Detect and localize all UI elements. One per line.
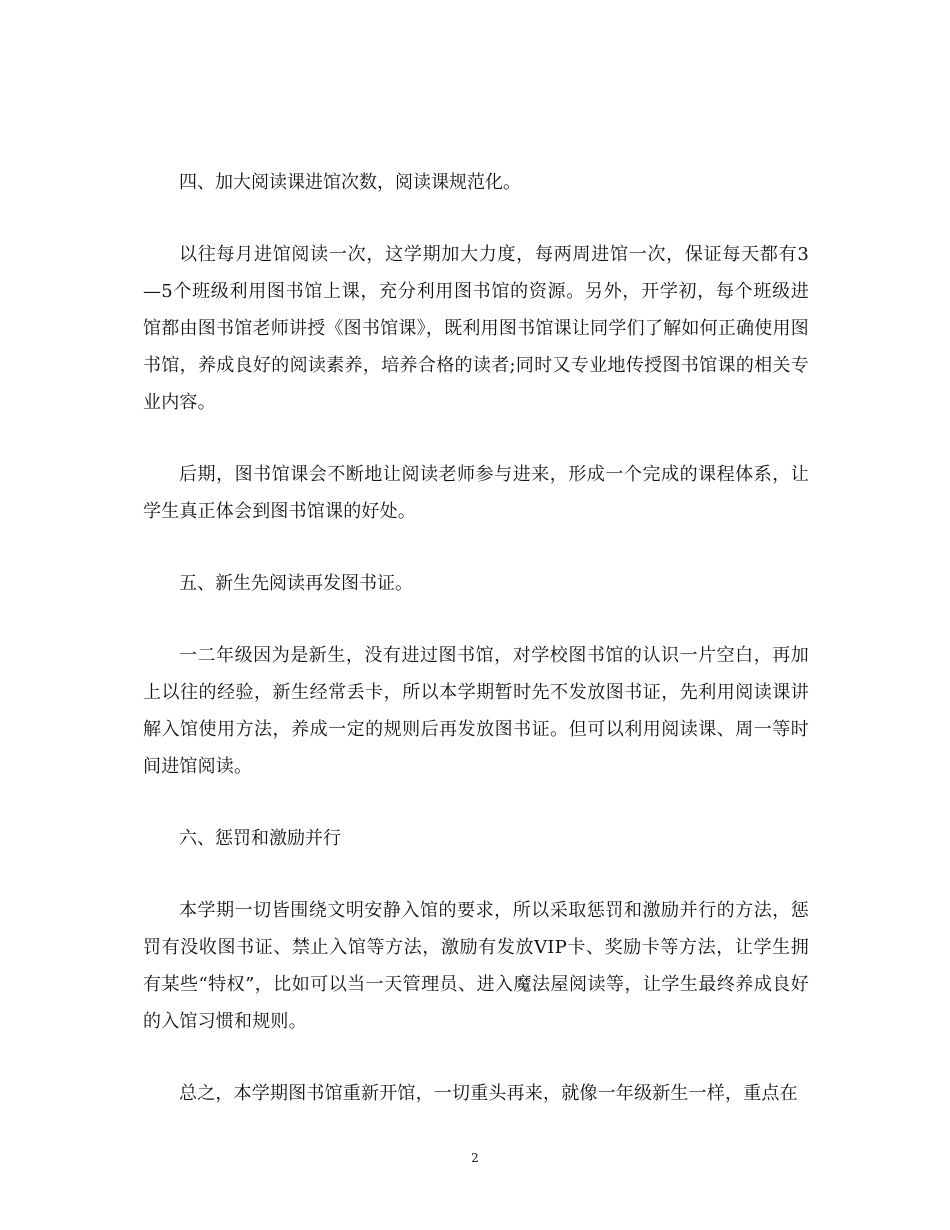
paragraph: 总之，本学期图书馆重新开馆，一切重头再来，就像一年级新生一样，重点在: [179, 1083, 798, 1104]
document-body: [143, 164, 809, 1112]
page-number: 2: [471, 1151, 479, 1165]
paragraph: 本学期一切皆围绕文明安静入馆的要求，所以采取惩罚和激励并行的方法，惩罚有没收图书证、禁止入馆等方法，激励有发放VIP卡、奖励卡等方法，让学生拥有某些“特权”，比如可以当一天管理员、进入魔法屋阅读等，让学生最终养成良好的入馆习惯和规则。: [143, 900, 809, 1032]
section-heading-6: 六、惩罚和激励并行: [179, 828, 341, 849]
section-heading-4: 四、加大阅读课进馆次数，阅读课规范化。: [179, 172, 521, 193]
paragraph: 一二年级因为是新生，没有进过图书馆，对学校图书馆的认识一片空白，再加上以往的经验，新生经常丢卡，所以本学期暂时先不发放图书证，先利用阅读课讲解入馆使用方法，养成一定的规则后再发放图书证。但可以利用阅读课、周一等时间进馆阅读。: [143, 645, 809, 777]
paragraph: 以往每月进馆阅读一次，这学期加大力度，每两周进馆一次，保证每天都有3—5个班级利用图书馆上课，充分利用图书馆的资源。另外，开学初，每个班级进馆都由图书馆老师讲授《图书馆课》，既利用图书馆课让同学们了解如何正确使用图书馆，养成良好的阅读素养，培养合格的读者;同时又专业地传授图书馆课的相关专业内容。: [143, 244, 809, 413]
section-heading-5: 五、新生先阅读再发图书证。: [179, 573, 413, 594]
paragraph: 后期，图书馆课会不断地让阅读老师参与进来，形成一个完成的课程体系，让学生真正体会到图书馆课的好处。: [143, 464, 809, 522]
